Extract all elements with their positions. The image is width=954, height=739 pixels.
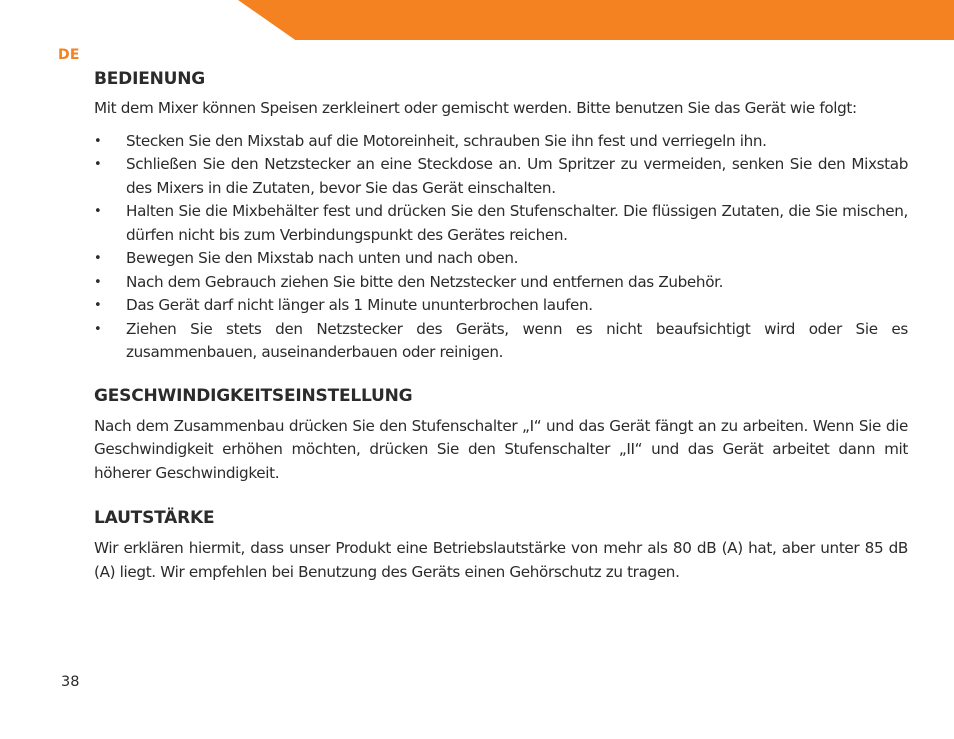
list-item: [94, 318, 908, 365]
speed-body: Nach dem Zusammenbau drücken Sie den Stufenschalter „I“ und das Gerät fängt an zu arbeiten. Wenn Sie die Geschwindigkeit erhöhen möchten, drücken Sie den Stufenschalter „II“ und das Gerät arbeitet dann mit höherer Geschwindigkeit.: [94, 416, 908, 482]
list-item: [94, 294, 908, 318]
page-number: 38: [61, 674, 80, 690]
bullet-icon: •: [94, 133, 102, 149]
list-item: [94, 153, 908, 200]
bullet-icon: •: [94, 251, 102, 266]
list-item: [94, 200, 908, 247]
step-text: Das Gerät darf nicht länger als 1 Minute ununterbrochen laufen.: [126, 296, 593, 314]
bullet-icon: •: [94, 157, 102, 172]
operation-intro: Mit dem Mixer können Speisen zerkleinert oder gemischt werden. Bitte benutzen Sie das Gerät wie folgt:: [94, 99, 857, 117]
section-title-operation: BEDIENUNG: [94, 69, 206, 89]
header-accent-band: [238, 0, 954, 40]
page-content: [94, 68, 908, 584]
step-text: Stecken Sie den Mixstab auf die Motoreinheit, schrauben Sie ihn fest und verriegeln ihn.: [126, 131, 767, 150]
bullet-icon: •: [94, 298, 102, 313]
list-item: [94, 130, 908, 154]
noise-body: Wir erklären hiermit, dass unser Produkt eine Betriebslautstärke von mehr als 80 dB (A) hat, aber unter 85 dB (A) liegt. Wir empfehlen bei Benutzung des Geräts einen Gehörschutz zu tragen.: [94, 539, 908, 581]
step-text: Nach dem Gebrauch ziehen Sie bitte den Netzstecker und entfernen das Zubehör.: [126, 272, 724, 291]
bullet-icon: •: [94, 274, 102, 290]
section-title-speed: GESCHWINDIGKEITSEINSTELLUNG: [94, 385, 413, 406]
language-tag: DE: [58, 47, 80, 63]
bullet-icon: •: [94, 321, 102, 337]
step-text: Ziehen Sie stets den Netzstecker des Geräts, wenn es nicht beaufsichtigt wird oder Sie es zusammenbauen, auseinanderbauen oder reinigen.: [126, 319, 908, 361]
step-text: Schließen Sie den Netzstecker an eine Steckdose an. Um Spritzer zu vermeiden, senken Sie den Mixstab des Mixers in die Zutaten, bevor Sie das Gerät einschalten.: [126, 155, 908, 197]
section-title-noise: LAUTSTÄRKE: [94, 508, 215, 528]
list-item: [94, 247, 908, 271]
operation-steps-list: [94, 130, 908, 365]
step-text: Bewegen Sie den Mixstab nach unten und nach oben.: [126, 249, 519, 267]
bullet-icon: •: [94, 204, 102, 219]
step-text: Halten Sie die Mixbehälter fest und drücken Sie den Stufenschalter. Die flüssigen Zutaten, die Sie mischen, dürfen nicht bis zum Verbindungspunkt des Gerätes reichen.: [126, 202, 908, 244]
list-item: [94, 271, 908, 295]
